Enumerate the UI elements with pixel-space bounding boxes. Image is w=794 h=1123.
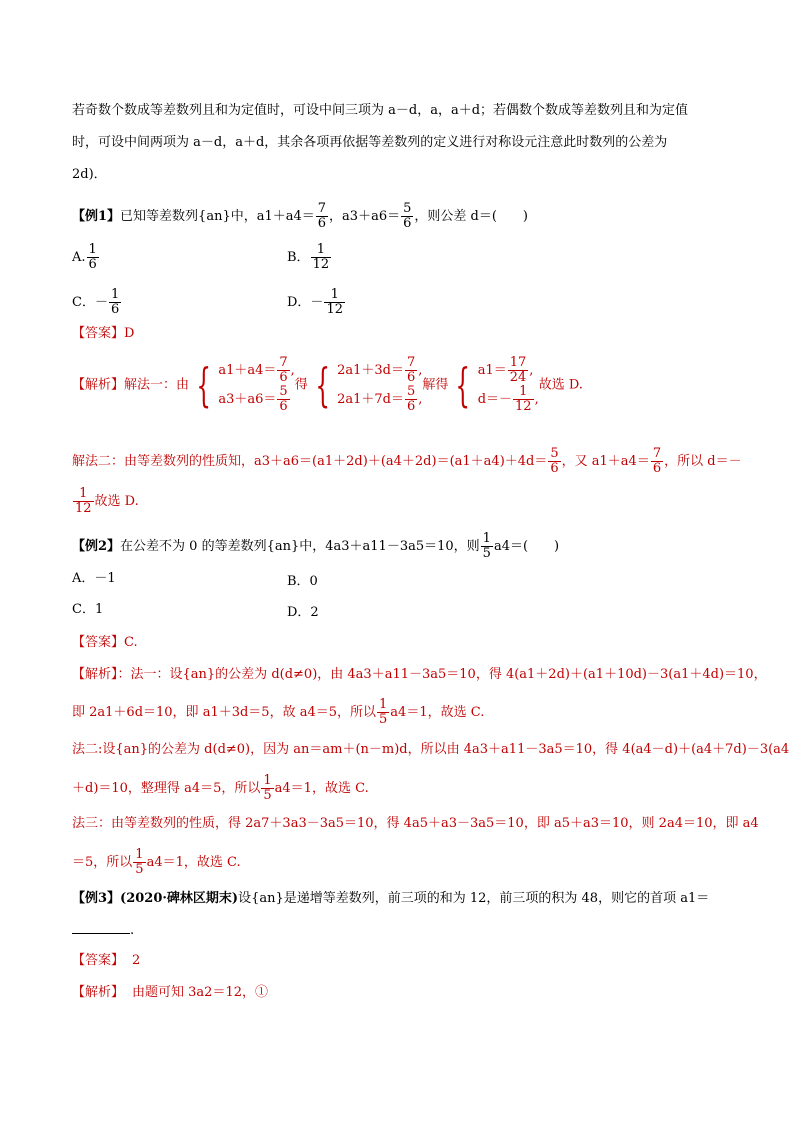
- fraction: $\frac{5}{6}$: [403, 201, 412, 231]
- answer-tag: 【答案】: [72, 326, 125, 341]
- equation-system-2: 2a1＋3d＝ $\frac{7}{6}$ , 2a1＋7d＝ $\frac{5}{6}$ ,: [337, 355, 423, 414]
- example-2-stem: 【例2】在公差不为 0 的等差数列{an}中，4a3＋a11－3a5＝10，则 $\frac{1}{5}$ a4＝( ): [72, 531, 560, 561]
- option-a: A．－1: [72, 571, 116, 586]
- option-d: D．－ $\frac{1}{12}$: [287, 287, 343, 317]
- answer-blank: [72, 933, 130, 934]
- example-2-method-2-line-2: ＋d)＝10，整理得 a4＝5，所以 $\frac{1}{5}$ a4＝1，故选 C.: [72, 773, 369, 803]
- example-1-method-1: 【解析】解法一：由 { a1＋a4＝ $\frac{7}{6}$ , a3＋a6＝ $\frac{5}{6}$ 得 { 2a1＋3d＝ $\frac{7}{6}$ , 2a1＋7d＝ $\frac{5}{6}$ , 解得 { a1＝ $\frac{17}{24}$ , d＝－ $\frac{1}{12}$ , 故选 D.: [72, 355, 583, 414]
- analysis-tag: 【解析】: [72, 377, 125, 393]
- example-3-stem: 【例3】(2020·碑林区期末)设{an}是递增等差数列，前三项的和为 12，前三项的积为 48，则它的首项 a1＝: [72, 891, 710, 906]
- equation-system-3: a1＝ $\frac{17}{24}$ , d＝－ $\frac{1}{12}$ ,: [477, 355, 539, 414]
- option-c: C．－ $\frac{1}{6}$: [72, 287, 120, 317]
- example-2-method-3-line-2: ＝5，所以 $\frac{1}{5}$ a4＝1，故选 C.: [72, 847, 241, 877]
- example-2-method-1-line-1: 【解析】：法一：设{an}的公差为 d(d≠0)，由 4a3＋a11－3a5＝10，得 4(a1＋2d)＋(a1＋10d)－3(a1＋4d)＝10，: [72, 667, 767, 682]
- example-1-text: ，a3＋a6＝: [329, 209, 401, 224]
- intro-line-2: 时，可设中间两项为 a－d，a＋d，其余各项再依据等差数列的定义进行对称设元注意此时数列的公差为: [72, 135, 668, 150]
- intro-line-1: 若奇数个数成等差数列且和为定值时，可设中间三项为 a－d，a，a＋d；若偶数个数成等差数列且和为定值: [72, 103, 689, 118]
- example-3-analysis: 【解析】 由题可知 3a2＝12，①: [72, 985, 268, 1000]
- intro-line-3: 2d)．: [72, 167, 107, 182]
- fraction: $\frac{7}{6}$: [317, 201, 327, 231]
- example-2-method-1-line-2: 即 2a1＋6d＝10，即 a1＋3d＝5，故 a4＝5，所以 $\frac{1}{5}$ a4＝1，故选 C.: [72, 697, 485, 727]
- example-1-text: ，则公差 d＝( ): [414, 209, 528, 224]
- equation-system-1: a1＋a4＝ $\frac{7}{6}$ , a3＋a6＝ $\frac{5}{6}$: [218, 355, 295, 414]
- example-3-blank: .: [72, 922, 134, 940]
- option-c: C．1: [72, 602, 104, 617]
- example-2-answer: 【答案】C.: [72, 635, 138, 650]
- example-2-method-2-line-1: 法二:设{an}的公差为 d(d≠0)，因为 an＝am＋(n－m)d，所以由 4a3＋a11－3a5＝10，得 4(a4－d)＋(a4＋7d)－3(a4: [72, 742, 790, 757]
- example-1-method-2-end: $\frac{1}{12}$ 故选 D.: [75, 486, 139, 516]
- option-a: A. $\frac{1}{6}$: [72, 242, 97, 272]
- option-b: B．0: [287, 574, 318, 589]
- example-2-tag: 【例2】: [72, 539, 121, 554]
- example-1-answer: [72, 325, 134, 343]
- option-d: D．2: [287, 605, 319, 620]
- example-1-text: 已知等差数列{an}中，a1＋a4＝: [120, 209, 315, 224]
- example-2-method-3-line-1: 法三：由等差数列的性质，得 2a7＋3a3－3a5＝10，得 4a5＋a3－3a5＝10，即 a5＋a3＝10，则 2a4＝10，即 a4: [72, 816, 759, 831]
- example-1-tag: 【例1】: [72, 209, 121, 224]
- example-1-stem: [72, 202, 528, 231]
- example-3-answer: 【答案】 2: [72, 953, 141, 968]
- option-b: B． $\frac{1}{12}$: [287, 242, 330, 272]
- answer-value: D: [124, 326, 135, 341]
- example-1-method-2: 解法二：由等差数列的性质知，a3＋a6＝(a1＋2d)＋(a4＋2d)＝(a1＋a4)＋4d＝ $\frac{5}{6}$ ，又 a1＋a4＝ $\frac{7}{6}$ ，所以 d＝－: [72, 446, 742, 476]
